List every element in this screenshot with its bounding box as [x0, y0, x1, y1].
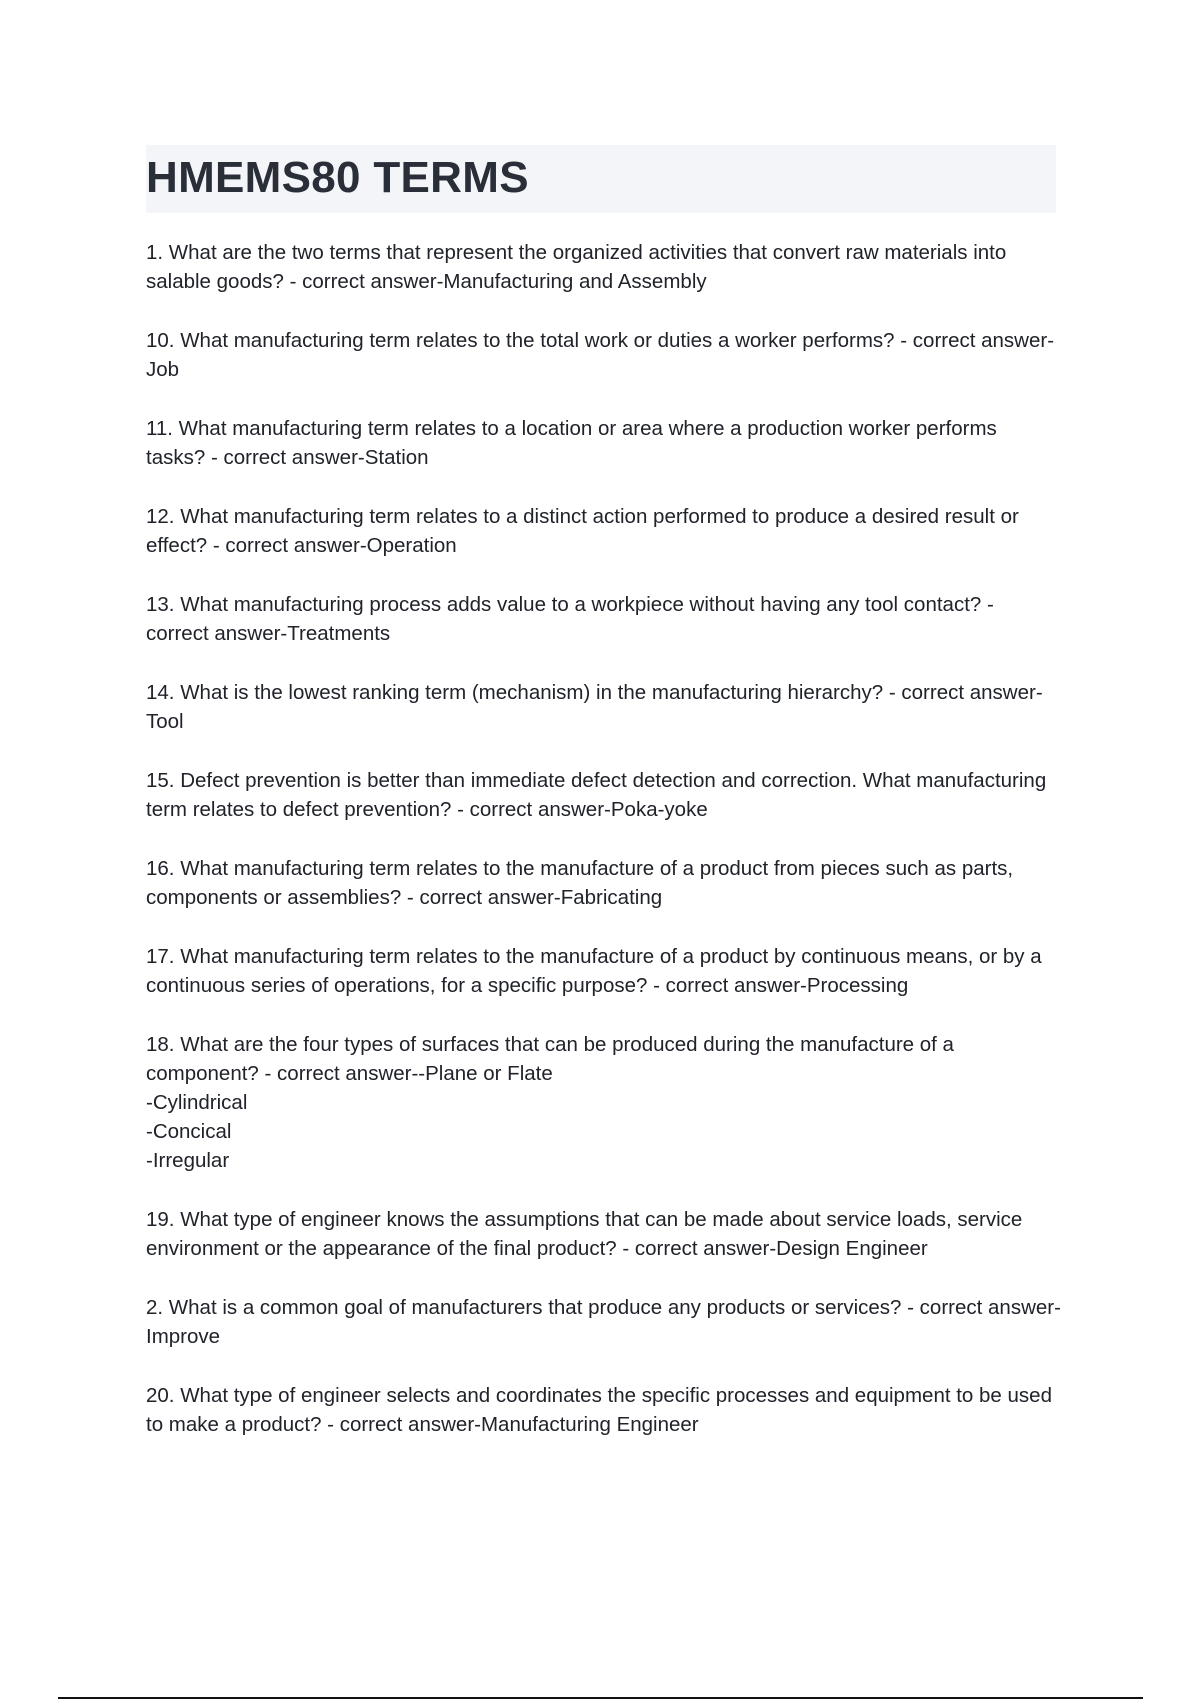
qa-item-17	[146, 942, 1061, 1000]
answer-list-line: -Irregular	[146, 1149, 230, 1172]
qa-text: 14. What is the lowest ranking term (mechanism) in the manufacturing hierarchy? - correct answer-Tool	[146, 681, 1043, 733]
qa-text: 13. What manufacturing process adds value to a workpiece without having any tool contact? - correct answer-Treatments	[146, 593, 994, 645]
qa-text: 17. What manufacturing term relates to the manufacture of a product by continuous means, or by a continuous series of operations, for a specific purpose? - correct answer-Processing	[146, 945, 1042, 997]
answer-list-line: -Cylindrical	[146, 1091, 248, 1114]
qa-item-19	[146, 1205, 1061, 1263]
qa-item-13	[146, 590, 1061, 648]
qa-text: 10. What manufacturing term relates to the total work or duties a worker performs? - correct answer-Job	[146, 329, 1055, 381]
qa-item-20	[146, 1381, 1061, 1439]
qa-item-10	[146, 326, 1061, 384]
qa-item-11	[146, 414, 1061, 472]
qa-text: 20. What type of engineer selects and coordinates the specific processes and equipment to be used to make a product? - correct answer-Manufacturing Engineer	[146, 1384, 1052, 1436]
qa-text: 15. Defect prevention is better than immediate defect detection and correction. What manufacturing term relates to defect prevention? - correct answer-Poka-yoke	[146, 769, 1047, 821]
qa-item-15	[146, 766, 1061, 824]
qa-item-1	[146, 238, 1061, 296]
answer-list-line: -Concical	[146, 1120, 232, 1143]
qa-text: 2. What is a common goal of manufacturers that produce any products or services? - correct answer-Improve	[146, 1296, 1061, 1348]
qa-text: 16. What manufacturing term relates to the manufacture of a product from pieces such as parts, components or assemblies? - correct answer-Fabricating	[146, 857, 1014, 909]
question-answer-list	[146, 238, 1061, 1469]
qa-text: 11. What manufacturing term relates to a location or area where a production worker performs tasks? - correct answer-Station	[146, 417, 997, 469]
qa-text: 18. What are the four types of surfaces that can be produced during the manufacture of a component? - correct answer--Plane or Flate	[146, 1033, 954, 1085]
qa-text: 12. What manufacturing term relates to a distinct action performed to produce a desired result or effect? - correct answer-Operation	[146, 505, 1019, 557]
footer-divider	[58, 1697, 1143, 1699]
qa-item-16	[146, 854, 1061, 912]
qa-item-14	[146, 678, 1061, 736]
qa-item-2	[146, 1293, 1061, 1351]
document-title: HMEMS80 TERMS	[146, 153, 529, 202]
qa-item-18	[146, 1030, 1061, 1175]
qa-item-12	[146, 502, 1061, 560]
qa-text: 1. What are the two terms that represent the organized activities that convert raw materials into salable goods? - correct answer-Manufacturing and Assembly	[146, 241, 1007, 293]
qa-text: 19. What type of engineer knows the assumptions that can be made about service loads, service environment or the appearance of the final product? - correct answer-Design Engineer	[146, 1208, 1023, 1260]
